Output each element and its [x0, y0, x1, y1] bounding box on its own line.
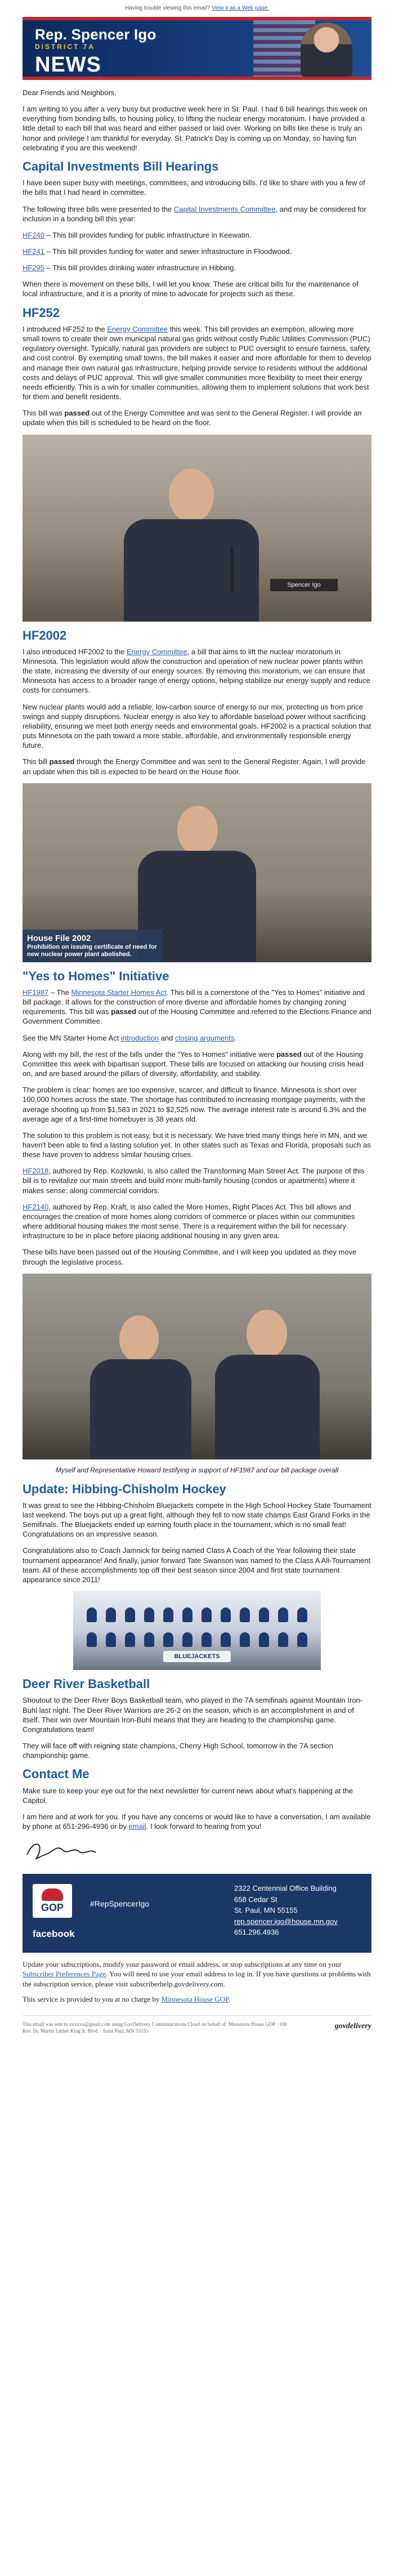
- team-sign: BLUEJACKETS: [163, 1651, 231, 1662]
- hf2002-p2: New nuclear plants would add a reliable, low-carbon source of energy to our mix, protecting us from price swings and supply disruptions. Nuclear energy is also key to affordable baseload power without sacrificing reliability, ensuring we meet both energy needs and environmental goals. HF2002 is a practical solution that puts Minnesota on the path toward a more stable, affordable, and environmentally responsible energy future.: [23, 702, 371, 750]
- banner-top-stripe: [23, 17, 371, 20]
- fine-print: This email was sent to xxxxxx@gmail.com using GovDelivery Communications Cloud on behalf of: Minnesota House GOP · 100 Rev. Dr. Martin Luther King Jr. Blvd. · Saint Paul, MN 55155: [23, 2021, 287, 2034]
- yes-p8: These bills have been passed out of the Housing Committee, and I will keep you updated as they move through the legislative process.: [23, 1248, 357, 1266]
- footer-phone: 651.296.4936: [234, 1928, 279, 1937]
- footer-email-link[interactable]: rep.spencer.igo@house.mn.gov: [234, 1917, 338, 1926]
- hockey-p2: Congratulations also to Coach Jamnick for being named Class A Coach of the Year following their state tournament appearance! And finally, junior forward Tate Swanson was named to the Class A All-Tournament team. All of these accomplishments top off their best season since 2004 and first state tournament appearance since 2011!: [23, 1546, 371, 1584]
- caption-subtitle: Prohibition on issuing certificate of need for new nuclear power plant abolished.: [27, 944, 158, 958]
- banner-news: NEWS: [35, 53, 101, 77]
- bill-hf241: HF241 – This bill provides funding for water and sewer infrastructure in Floodwood.: [23, 247, 292, 256]
- yes-p5: The solution to this problem is not easy, but it is necessary. We have tried many things here in MN, and we haven't been able to find a lasting solution yet. In other states such as Texas and Florida, proposals such as these have proven to address similar housing crises.: [23, 1131, 371, 1159]
- contact-p2: I am here and at work for you. If you have any concerns or would like to have a conversation, I am available by phone at 651-296-4936 or by email. I look forward to hearing from you!: [23, 1812, 371, 1831]
- capital-p2: The following three bills were presented to the Capital Investments Committee, and may be considered for inclusion in a bonding bill this year:: [23, 204, 366, 223]
- yes-p7: HF2140, authored by Rep. Kraft, is also called the More Homes, Right Places Act. This bill allows and encourages the creation of more homes along corridors of commerce or places within our communities where additional housing makes the most sense. There is a requirement within the bill for necessary infrastructure to be in place before placing additional housing in any given area.: [23, 1202, 355, 1240]
- testimony-photo-caption: Myself and Representative Howard testifying in support of HF1987 and our bill package overall: [55, 1466, 339, 1474]
- gop-logo-text: GOP: [41, 1901, 64, 1913]
- bill-hf295: HF295 – This bill provides drinking water infrastructure in Hibbing.: [23, 264, 236, 273]
- hf2002-photo: [23, 783, 371, 962]
- hf295-link[interactable]: HF295: [23, 264, 45, 273]
- subscription-footer: [23, 1953, 371, 2040]
- footer-band: [23, 1874, 371, 1953]
- yes-p4: The problem is clear: homes are too expensive, scarcer, and difficult to finance. Minnesota is short over 100,000 homes across the state. The shortage has contributed to increasing mortgage payments, with the average shooting up from $1,583 in 2021 to $2,525 now. The average interest rate is around 6.3% and the average age of a first-time homebuyer is 38 years old.: [23, 1086, 367, 1123]
- testimony-photo: [23, 1274, 371, 1459]
- intro-paragraph: I am writing to you after a very busy but productive week here in St. Paul. I had 6 bill hearings this week on everything from bonding bills, to housing policy, to lifting the nuclear energy moratorium. I have provided a little detail to each bill that was heard and either passed or laid over. Working on bills like these is truly an honor and privilege I am thankful for everyday. St. Patrick's Day is coming up on Monday, so having fun celebrating if you are this weekend!: [23, 105, 368, 152]
- starter-homes-act-link[interactable]: Minnesota Starter Homes Act: [71, 988, 167, 997]
- bottom-bar: [23, 2015, 371, 2041]
- capital-committee-link[interactable]: Capital Investments Committee: [173, 204, 276, 213]
- hf241-link[interactable]: HF241: [23, 247, 45, 256]
- hf2018-link[interactable]: HF2018: [23, 1167, 49, 1176]
- deer-p2: They will face off with reigning state champions, Cherry High School, tomorrow in the 7A section championship game.: [23, 1742, 333, 1760]
- topbar-text: Having trouble viewing this email?: [124, 5, 211, 12]
- topbar: [0, 0, 394, 17]
- hockey-p1: It was great to see the Hibbing-Chisholm Bluejackets compete in the High School Hockey State Tournament last weekend. The boys put up a great fight, although they fell to now state champs East Grand Forks in the Semifinals. The Bluejackets ended up earning fourth place in the tournament, which is no small feat! Congratulations on an impressive season.: [23, 1501, 371, 1539]
- capital-heading: Capital Investments Bill Hearings: [23, 159, 219, 173]
- contact-heading: Contact Me: [23, 1767, 89, 1782]
- hf1987-link[interactable]: HF1987: [23, 988, 49, 997]
- hf252-heading: HF252: [23, 305, 60, 320]
- hashtag: #RepSpencerIgo: [90, 1899, 150, 1909]
- signature: [23, 1838, 371, 1864]
- subscription-text: Update your subscriptions, modify your password or email address, or stop subscriptions at any time on your Subscriber Preferences Page. You will need to use your email address to log in. If you have questions or problems with the subscription service, please visit subscriberhelp.govdelivery.com.: [23, 1960, 371, 1988]
- hf2002-caption-box: [23, 930, 162, 962]
- house-gop-link[interactable]: Minnesota House GOP: [161, 1994, 229, 2003]
- greeting: Dear Friends and Neighbors,: [23, 88, 117, 97]
- address-line-1: 2322 Centennial Office Building: [234, 1884, 337, 1893]
- yes-p6: HF2018, authored by Rep. Kozlowski, is also called the Transforming Main Street Act. The purpose of this bill is to revitalize our main streets and build more multi-family housing (condos or apartments) where it makes sense: along commercial corridors.: [23, 1167, 365, 1195]
- hf2002-p3: This bill passed through the Energy Committee and was sent to the General Register. Again, I will provide an update when this bill is expected to be heard on the House floor.: [23, 757, 366, 776]
- header-banner: [23, 17, 371, 80]
- energy-committee-link[interactable]: Energy Committee: [107, 324, 168, 333]
- address-line-3: St. Paul, MN 55155: [234, 1906, 298, 1915]
- closing-arguments-link[interactable]: closing arguments: [175, 1033, 235, 1042]
- person-figure: [208, 1302, 326, 1459]
- hockey-team-photo: [73, 1591, 321, 1670]
- hf252-p1: I introduced HF252 to the Energy Committee this week. This bill provides an exemption, allowing more small towns to create their own municipal natural gas grids without costly Public Utilities Commission (PUC) regulatory oversight. Typically, natural gas providers are subject to PUC oversight to ensure fairness, safety, and cost control. By exempting small towns, the bill makes it easier and more affordable for them to develop and manage their own natural gas infrastructure, helping provide service to residents without the additional costs and delays of PUC approval. This will give smaller communities more flexibility to meet their energy needs efficiently. This is a win for smaller communities, allowing them to implement solutions that work best for them and benefit residents.: [23, 324, 371, 401]
- team-rows: [82, 1602, 312, 1652]
- hf252-p2: This bill was passed out of the Energy Committee and was sent to the General Register. I will provide an update when this bill is scheduled to be heard on the floor.: [23, 409, 362, 427]
- banner-title: Rep. Spencer Igo: [35, 26, 156, 43]
- hockey-heading: Update: Hibbing-Chisholm Hockey: [23, 1481, 226, 1496]
- gop-logo[interactable]: [33, 1884, 72, 1918]
- person-figure: [107, 457, 276, 622]
- deer-river-heading: Deer River Basketball: [23, 1677, 150, 1691]
- nameplate: Spencer Igo: [270, 579, 338, 591]
- representative-portrait: [301, 23, 352, 77]
- facebook-link[interactable]: facebook: [33, 1928, 75, 1940]
- email-link[interactable]: email: [128, 1822, 146, 1831]
- microphone: [231, 547, 233, 592]
- introduction-link[interactable]: introduction: [120, 1033, 159, 1042]
- contact-p1: Make sure to keep your eye out for the next newsletter for current news about what's happening at the Capitol.: [23, 1786, 353, 1805]
- signature-scribble: [23, 1838, 113, 1864]
- caption-title: House File 2002: [27, 933, 91, 943]
- banner-bottom-stripe: [23, 77, 371, 80]
- hf2002-p1: I also introduced HF2002 to the Energy Committee, a bill that aims to lift the nuclear moratorium in Minnesota. This legislation would allow the construction and operation of new nuclear power plants within the state, increasing the diversity of our energy sources. By removing this moratorium, we can ensure that Minnesota has access to a broader range of energy options, helping stabilize our energy supply and reduce costs for consumers.: [23, 647, 370, 695]
- address-line-2: 658 Cedar St: [234, 1895, 277, 1904]
- capital-p1: I have been super busy with meetings, committees, and introducing bills. I'd like to share with you a few of the bills that I had heard in committee.: [23, 178, 365, 197]
- yes-homes-heading: "Yes to Homes" Initiative: [23, 968, 169, 983]
- newsletter: [23, 17, 371, 2041]
- banner-district: DISTRICT 7A: [35, 43, 96, 51]
- deer-p1: Shoutout to the Deer River Boys Basketball team, who played in the 7A semifinals against Mountain Iron-Buhl last night. The Deer River Warriors are 26-2 on the season, which is an accomplishment in and of itself. Their win over Mountain Iron-Buhl means that they are heading to the championship game. Congratulations team!: [23, 1696, 363, 1734]
- yes-p1: HF1987 – The Minnesota Starter Homes Act. This bill is a cornerstone of the "Yes to Homes" initiative and bill package. It allows for the construction of more diverse and affordable homes by changing zoning requirements. This bill was passed out of the Housing Committee and referred to the Elections Finance and Government Committee.: [23, 988, 371, 1026]
- govdelivery-logo[interactable]: govdelivery: [334, 2021, 371, 2030]
- yes-p3: Along with my bill, the rest of the bills under the "Yes to Homes" initiative were passed out of the Housing Committee this week with bipartisan support. These bills are focused on attacking our housing crisis head on, and are based around the pillars of diversity, affordability, and stability.: [23, 1050, 364, 1078]
- hf2140-link[interactable]: HF2140: [23, 1202, 49, 1211]
- office-address: [234, 1883, 338, 1938]
- energy-committee-link-2[interactable]: Energy Committee: [127, 647, 187, 656]
- bill-hf240: HF240 – This bill provides funding for public infrastructure in Keewatin.: [23, 230, 252, 239]
- person-figure: [84, 1307, 197, 1459]
- hf240-link[interactable]: HF240: [23, 230, 45, 239]
- service-text: This service is provided to you at no charge by Minnesota House GOP.: [23, 1994, 231, 2003]
- view-web-link[interactable]: View it as a Web page.: [212, 5, 270, 12]
- hf2002-heading: HF2002: [23, 628, 67, 642]
- subscriber-preferences-link[interactable]: Subscriber Preferences Page: [23, 1970, 106, 1979]
- hf252-photo: [23, 435, 371, 622]
- yes-p2: See the MN Starter Home Act introduction and closing arguments.: [23, 1033, 237, 1042]
- newsletter-body: [23, 80, 371, 1864]
- capital-p3: When there is movement on these bills, I will let you know. These are critical bills for the maintenance of local infrastructure, and it is a priority of mine to advocate for projects such as these.: [23, 280, 359, 298]
- elephant-icon: [42, 1889, 63, 1901]
